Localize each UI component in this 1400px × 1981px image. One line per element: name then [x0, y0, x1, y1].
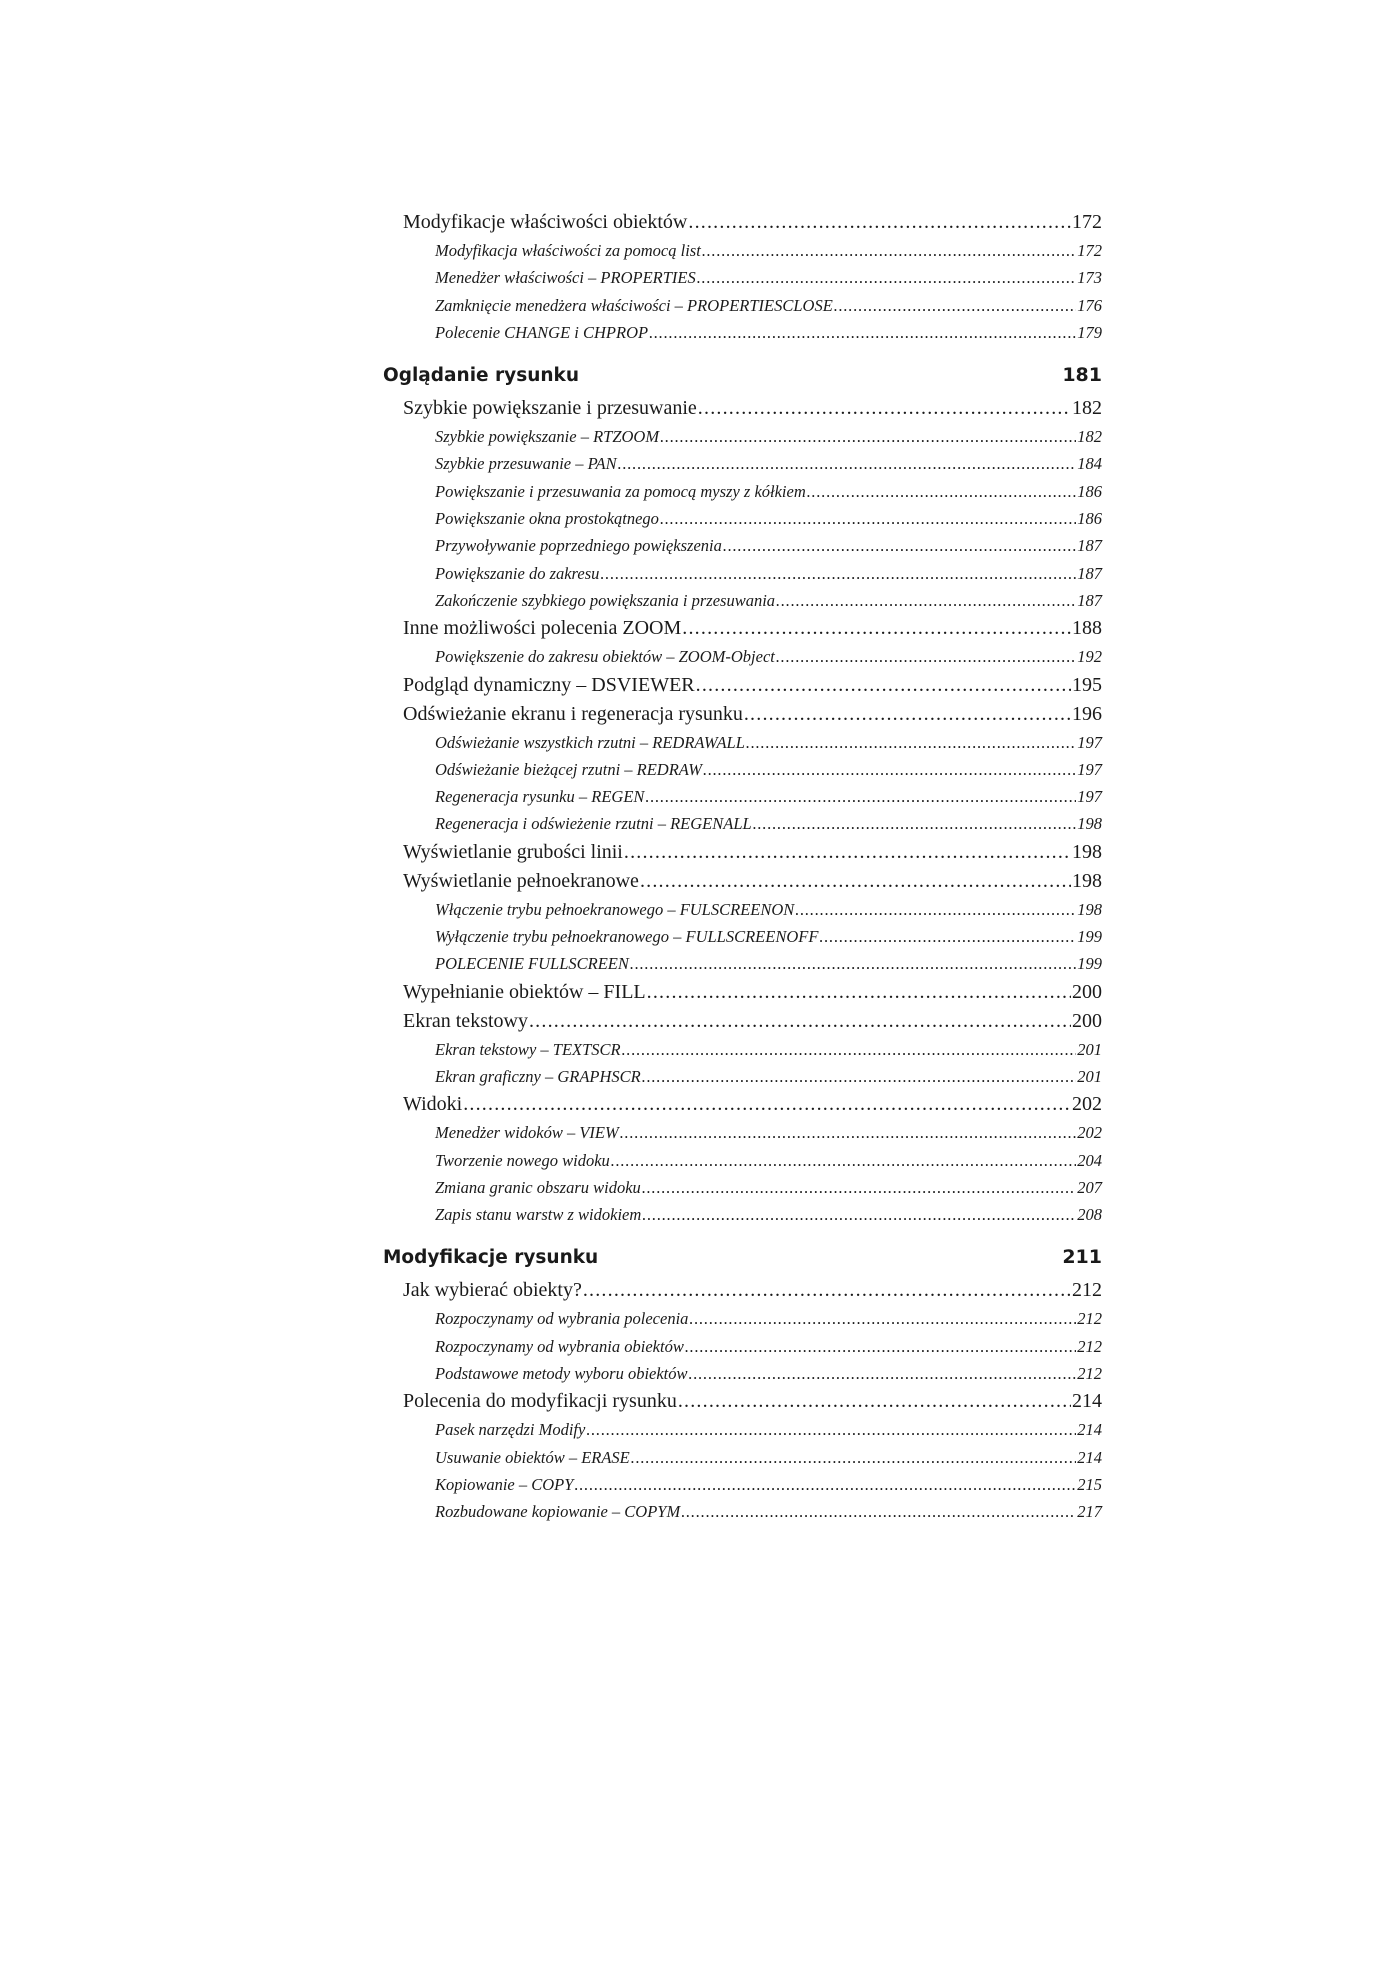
- toc-subsection-title: Szybkie przesuwanie – PAN: [435, 454, 617, 474]
- toc-section-title: Widoki: [403, 1093, 463, 1116]
- toc-section: [375, 394, 1102, 423]
- toc-section-page-number: 182: [1072, 397, 1102, 420]
- dot-leader: [642, 1174, 1076, 1201]
- toc-subsection: [375, 1471, 1102, 1498]
- dot-leader: [688, 208, 1071, 237]
- toc-subsection-page-number: 186: [1077, 481, 1102, 501]
- dot-leader: [660, 505, 1076, 532]
- toc-subsection-title: Pasek narzędzi Modify: [435, 1420, 586, 1440]
- toc-subsection-title: Regeneracja rysunku – REGEN: [435, 787, 645, 807]
- toc-subsection-page-number: 172: [1077, 241, 1102, 260]
- dot-leader: [645, 783, 1076, 810]
- toc-subsection: [375, 1119, 1102, 1146]
- toc-subsection-title: Usuwanie obiektów – ERASE: [435, 1447, 630, 1467]
- dot-leader: [642, 1063, 1076, 1090]
- dot-leader: [753, 810, 1077, 837]
- dot-leader: [697, 264, 1077, 291]
- toc-subsection: [375, 1174, 1102, 1201]
- toc-subsection: [375, 319, 1102, 346]
- toc-chapter: [375, 1242, 1102, 1272]
- dot-leader: [776, 643, 1076, 670]
- toc-subsection-title: Podstawowe metody wyboru obiektów: [435, 1364, 688, 1384]
- toc-subsection-title: POLECENIE FULLSCREEN: [435, 954, 629, 974]
- toc-section-page-number: 202: [1072, 1093, 1102, 1116]
- toc-subsection: [375, 292, 1102, 319]
- toc-subsection-title: Rozbudowane kopiowanie – COPYM: [435, 1502, 681, 1522]
- toc-subsection-page-number: 187: [1077, 536, 1102, 556]
- toc-subsection-title: Rozpoczynamy od wybrania polecenia: [435, 1309, 689, 1329]
- toc-subsection: [375, 729, 1102, 756]
- dot-leader: [630, 950, 1076, 977]
- toc-subsection-page-number: 179: [1077, 322, 1102, 342]
- toc-subsection-page-number: 186: [1077, 509, 1102, 529]
- toc-subsection-title: Zakończenie szybkiego powiększania i przesuwania: [435, 590, 776, 610]
- dot-leader: [611, 1147, 1076, 1174]
- dot-leader: [689, 1360, 1077, 1387]
- dot-leader: [574, 1471, 1076, 1498]
- toc-subsection: [375, 1498, 1102, 1525]
- toc-subsection-page-number: 212: [1077, 1336, 1102, 1356]
- dot-leader: [834, 292, 1076, 319]
- toc-subsection: [375, 810, 1102, 837]
- toc-subsection: [375, 1360, 1102, 1387]
- toc-subsection-title: Powiększanie do zakresu: [435, 563, 600, 583]
- dot-leader: [696, 671, 1071, 700]
- toc-subsection: [375, 1036, 1102, 1063]
- toc-subsection: [375, 1416, 1102, 1443]
- toc-subsection-page-number: 197: [1077, 787, 1102, 807]
- toc-chapter-title: Oglądanie rysunku: [383, 365, 580, 387]
- toc-section: [375, 700, 1102, 729]
- toc-section: [375, 671, 1102, 700]
- dot-leader: [723, 532, 1076, 559]
- toc-section-page-number: 195: [1072, 673, 1102, 696]
- toc-section: [375, 1387, 1102, 1416]
- toc-subsection-page-number: 208: [1077, 1205, 1102, 1225]
- toc-subsection-page-number: 214: [1077, 1447, 1102, 1467]
- toc-subsection: [375, 896, 1102, 923]
- toc-subsection-page-number: 201: [1077, 1039, 1102, 1059]
- toc-section-title: Inne możliwości polecenia ZOOM: [403, 617, 682, 640]
- toc-subsection-page-number: 215: [1077, 1474, 1102, 1494]
- dot-leader: [463, 1090, 1071, 1119]
- toc-subsection-title: Zamknięcie menedżera właściwości – PROPERTIESCLOSE: [435, 295, 833, 315]
- toc-subsection-page-number: 199: [1077, 954, 1102, 974]
- dot-leader: [600, 560, 1076, 587]
- toc-subsection-title: Tworzenie nowego widoku: [435, 1150, 610, 1170]
- toc-subsection-title: Odświeżanie wszystkich rzutni – REDRAWALL: [435, 732, 745, 752]
- toc-subsection: [375, 1201, 1102, 1228]
- toc-section-title: Odświeżanie ekranu i regeneracja rysunku: [403, 702, 743, 725]
- dot-leader: [620, 1119, 1077, 1146]
- toc-subsection-page-number: 207: [1077, 1177, 1102, 1197]
- toc-subsection: [375, 1063, 1102, 1090]
- toc-subsection-title: Polecenie CHANGE i CHPROP: [435, 322, 649, 342]
- toc-section-page-number: 200: [1072, 980, 1102, 1003]
- toc-subsection: [375, 1147, 1102, 1174]
- toc-subsection: [375, 1444, 1102, 1471]
- toc-subsection-title: Regeneracja i odświeżenie rzutni – REGENALL: [435, 814, 752, 834]
- toc-subsection-title: Powiększenie do zakresu obiektów – ZOOM-Object: [435, 647, 775, 667]
- dot-leader: [698, 394, 1071, 423]
- toc-section-page-number: 196: [1072, 702, 1102, 725]
- toc-chapter-page-number: 211: [1062, 1246, 1102, 1269]
- toc-subsection-page-number: 198: [1077, 814, 1102, 834]
- toc-subsection-page-number: 198: [1077, 899, 1102, 919]
- toc-section-title: Jak wybierać obiekty?: [403, 1279, 582, 1302]
- toc-section-title: Modyfikacje właściwości obiektów: [403, 211, 688, 233]
- toc-subsection: [375, 756, 1102, 783]
- dot-leader: [586, 1416, 1076, 1443]
- toc-section-page-number: 200: [1072, 1009, 1102, 1032]
- toc-subsection-page-number: 214: [1077, 1420, 1102, 1440]
- toc-subsection-page-number: 217: [1077, 1502, 1102, 1522]
- dot-leader: [703, 756, 1076, 783]
- toc-chapter: [375, 360, 1102, 390]
- toc-section-title: Szybkie powiększanie i przesuwanie: [403, 397, 697, 420]
- dot-leader: [660, 423, 1076, 450]
- toc-subsection-title: Menedżer widoków – VIEW: [435, 1123, 619, 1143]
- toc-subsection: [375, 264, 1102, 291]
- toc-section-page-number: 198: [1072, 869, 1102, 892]
- toc-section: [375, 208, 1102, 237]
- toc-subsection: [375, 450, 1102, 477]
- toc-subsection-page-number: 192: [1077, 647, 1102, 667]
- dot-leader: [746, 729, 1076, 756]
- toc-section-page-number: 198: [1072, 840, 1102, 863]
- toc-subsection: [375, 1333, 1102, 1360]
- dot-leader: [529, 1007, 1071, 1036]
- toc-subsection-page-number: 204: [1077, 1150, 1102, 1170]
- toc-section: [375, 867, 1102, 896]
- dot-leader: [807, 478, 1077, 505]
- dot-leader: [776, 587, 1076, 614]
- toc-subsection-title: Zmiana granic obszaru widoku: [435, 1177, 641, 1197]
- dot-leader: [640, 867, 1071, 896]
- toc-section-title: Wypełnianie obiektów – FILL: [403, 980, 646, 1003]
- toc-subsection: [375, 478, 1102, 505]
- toc-subsection-page-number: 197: [1077, 759, 1102, 779]
- toc-subsection-page-number: 201: [1077, 1066, 1102, 1086]
- toc-section: [375, 838, 1102, 867]
- toc-section-page-number: 214: [1072, 1390, 1102, 1413]
- toc-subsection-page-number: 202: [1077, 1123, 1102, 1143]
- dot-leader: [682, 614, 1071, 643]
- toc-subsection-page-number: 197: [1077, 732, 1102, 752]
- toc-section-title: Ekran tekstowy: [403, 1009, 528, 1032]
- toc-subsection: [375, 783, 1102, 810]
- toc-subsection-page-number: 176: [1077, 295, 1102, 315]
- toc-subsection: [375, 237, 1102, 264]
- dot-leader: [649, 319, 1076, 346]
- toc-section-title: Polecenia do modyfikacji rysunku: [403, 1390, 677, 1413]
- dot-leader: [631, 1444, 1076, 1471]
- toc-subsection-title: Włączenie trybu pełnoekranowego – FULSCREENON: [435, 899, 795, 919]
- toc-subsection-page-number: 187: [1077, 590, 1102, 610]
- toc-section: [375, 1276, 1102, 1305]
- dot-leader: [819, 923, 1076, 950]
- toc-subsection-title: Modyfikacja właściwości za pomocą list: [435, 241, 701, 260]
- toc-section-title: Podgląd dynamiczny – DSVIEWER: [403, 673, 695, 696]
- toc-chapter-title: Modyfikacje rysunku: [383, 1247, 599, 1269]
- toc-subsection-title: Kopiowanie – COPY: [435, 1474, 574, 1494]
- toc-section: [375, 978, 1102, 1007]
- toc-section-page-number: 212: [1072, 1279, 1102, 1302]
- toc-subsection-page-number: 187: [1077, 563, 1102, 583]
- dot-leader: [689, 1305, 1076, 1332]
- toc-subsection: [375, 1305, 1102, 1332]
- toc-subsection-page-number: 212: [1077, 1309, 1102, 1329]
- dot-leader: [647, 978, 1071, 1007]
- dot-leader: [702, 237, 1076, 264]
- toc-subsection: [375, 643, 1102, 670]
- toc-subsection: [375, 423, 1102, 450]
- toc-subsection: [375, 587, 1102, 614]
- dot-leader: [744, 700, 1071, 729]
- toc-subsection-page-number: 199: [1077, 927, 1102, 947]
- toc-section: [375, 1007, 1102, 1036]
- toc-subsection-title: Odświeżanie bieżącej rzutni – REDRAW: [435, 759, 703, 779]
- toc-section: [375, 614, 1102, 643]
- toc-subsection-title: Szybkie powiększanie – RTZOOM: [435, 427, 660, 447]
- toc-subsection: [375, 950, 1102, 977]
- dot-leader: [795, 896, 1076, 923]
- toc-section-page-number: 188: [1072, 617, 1102, 640]
- toc-subsection-title: Wyłączenie trybu pełnoekranowego – FULLSCREENOFF: [435, 927, 819, 947]
- toc-subsection-page-number: 173: [1077, 268, 1102, 288]
- toc-section: [375, 1090, 1102, 1119]
- toc-subsection: [375, 923, 1102, 950]
- toc-section-title: Wyświetlanie grubości linii: [403, 840, 623, 863]
- toc-section-page-number: 172: [1072, 211, 1102, 233]
- toc-subsection-title: Powiększanie i przesuwania za pomocą myszy z kółkiem: [435, 481, 806, 501]
- toc-subsection-title: Przywoływanie poprzedniego powiększenia: [435, 536, 722, 556]
- toc-subsection-title: Ekran tekstowy – TEXTSCR: [435, 1039, 621, 1059]
- dot-leader: [678, 1387, 1071, 1416]
- table-of-contents: [375, 208, 1102, 1526]
- toc-subsection: [375, 560, 1102, 587]
- toc-subsection-title: Ekran graficzny – GRAPHSCR: [435, 1066, 641, 1086]
- dot-leader: [681, 1498, 1076, 1525]
- toc-subsection-page-number: 184: [1077, 454, 1102, 474]
- dot-leader: [583, 1276, 1071, 1305]
- toc-subsection-title: Menedżer właściwości – PROPERTIES: [435, 268, 696, 288]
- dot-leader: [622, 1036, 1077, 1063]
- toc-subsection-title: Powiększanie okna prostokątnego: [435, 509, 659, 529]
- toc-subsection: [375, 532, 1102, 559]
- dot-leader: [624, 838, 1071, 867]
- toc-chapter-page-number: 181: [1062, 364, 1102, 387]
- toc-subsection-page-number: 182: [1077, 427, 1102, 447]
- toc-section-title: Wyświetlanie pełnoekranowe: [403, 869, 639, 892]
- dot-leader: [685, 1333, 1076, 1360]
- toc-subsection: [375, 505, 1102, 532]
- toc-subsection-title: Rozpoczynamy od wybrania obiektów: [435, 1336, 684, 1356]
- toc-subsection-title: Zapis stanu warstw z widokiem: [435, 1205, 642, 1225]
- toc-subsection-page-number: 212: [1077, 1364, 1102, 1384]
- dot-leader: [642, 1201, 1076, 1228]
- dot-leader: [618, 450, 1077, 477]
